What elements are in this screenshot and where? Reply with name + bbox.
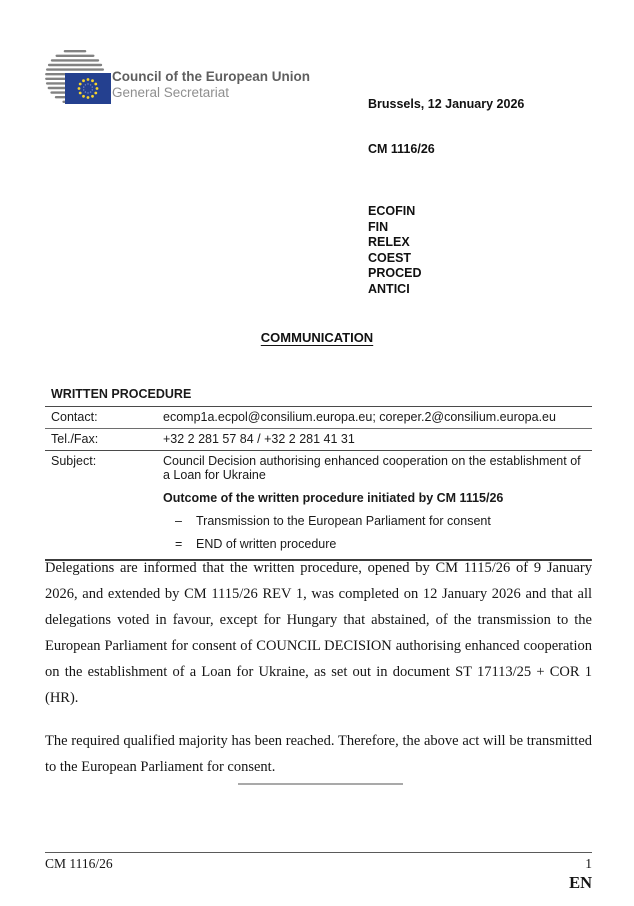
subject-value xyxy=(163,454,592,551)
equals-marker: = xyxy=(175,537,183,551)
table-row-contact xyxy=(45,406,592,428)
org-header xyxy=(112,69,310,101)
subject-label: Subject: xyxy=(51,454,97,468)
committee-item: FIN xyxy=(368,219,389,234)
section-divider xyxy=(238,783,403,785)
subject-item-text: END of written procedure xyxy=(196,537,337,551)
footer-language-code: EN xyxy=(569,873,592,892)
footer-row xyxy=(45,853,592,872)
council-lantern-eu-flag-icon xyxy=(45,49,111,106)
telfax-value: +32 2 281 57 84 / +32 2 281 41 31 xyxy=(163,432,355,446)
contact-label: Contact: xyxy=(51,410,98,424)
subject-line1: Council Decision authorising enhanced cooperation on the establishment of a Loan for Ukraine xyxy=(163,454,581,482)
committee-list xyxy=(368,204,421,297)
eu-flag-icon xyxy=(65,73,111,104)
contact-value: ecomp1a.ecpol@consilium.europa.eu; coreper.2@consilium.europa.eu xyxy=(163,410,556,424)
table-row-telfax xyxy=(45,428,592,450)
place-and-date: Brussels, 12 January 2026 xyxy=(368,97,525,111)
subject-item-text: Transmission to the European Parliament for consent xyxy=(196,514,491,528)
table-row-subject xyxy=(45,450,592,559)
communication-title: COMMUNICATION xyxy=(260,330,374,345)
written-procedure-table xyxy=(45,387,592,561)
footer-page-number: 1 xyxy=(585,856,592,871)
council-logo xyxy=(45,49,111,106)
committee-item: PROCED xyxy=(368,266,422,280)
body-paragraph-2: The required qualified majority has been reached. Therefore, the above act will be transmitted to the European Parliament for consent. xyxy=(45,733,592,775)
subject-item xyxy=(163,537,586,551)
document-number: CM 1116/26 xyxy=(368,142,435,156)
page-footer xyxy=(45,852,592,893)
subject-outcome-line: Outcome of the written procedure initiated by CM 1115/26 xyxy=(163,491,504,505)
dash-marker: – xyxy=(175,514,182,528)
committee-item: ECOFIN xyxy=(368,204,416,218)
committee-item: RELEX xyxy=(368,235,410,249)
committee-item: ANTICI xyxy=(368,281,410,296)
telfax-label: Tel./Fax: xyxy=(51,432,99,446)
subject-item xyxy=(163,514,586,528)
committee-item: COEST xyxy=(368,250,412,265)
body-paragraph-1: Delegations are informed that the written procedure, opened by CM 1115/26 of 9 January 2026, and extended by CM 1115/26 REV 1, was completed on 12 January 2026 and that all delegations voted in favour, except for Hungary that abstained, of the transmission to the European Parliament for consent of COUNCIL DECISION authorising enhanced cooperation on the establishment of a Loan for Ukraine, as set out in document ST 17113/25 + COR 1 (HR). xyxy=(45,560,592,706)
org-name: Council of the European Union xyxy=(112,69,310,84)
procedure-heading: WRITTEN PROCEDURE xyxy=(51,387,192,401)
org-subtitle: General Secretariat xyxy=(112,85,230,100)
document-body xyxy=(45,555,592,780)
footer-document-number: CM 1116/26 xyxy=(45,856,113,871)
